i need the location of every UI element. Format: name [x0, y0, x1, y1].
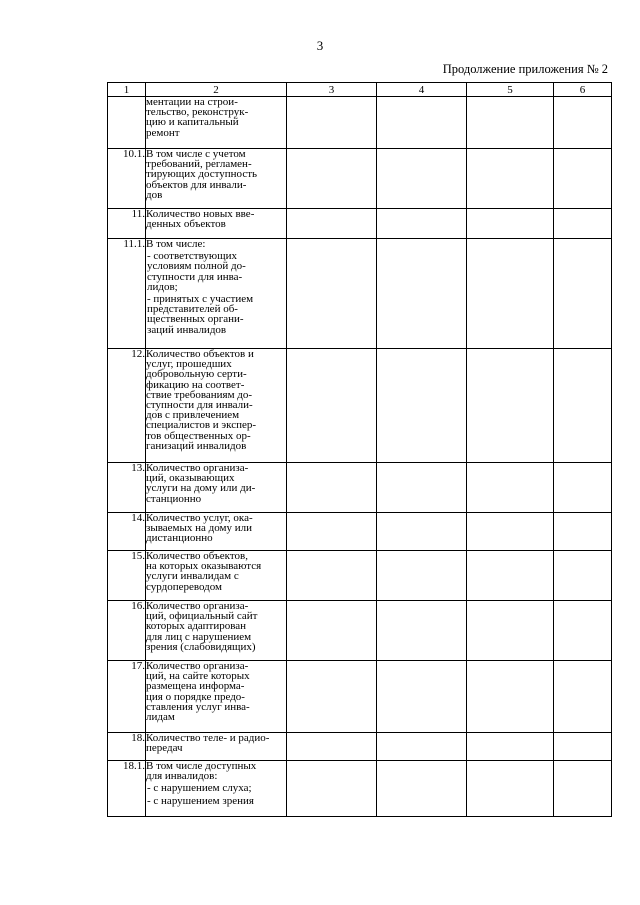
empty-cell-col-3 [287, 463, 377, 513]
empty-cell-col-3 [287, 209, 377, 239]
empty-cell-col-5 [467, 349, 554, 463]
empty-cell-col-3 [287, 551, 377, 601]
empty-cell-col-6 [554, 463, 612, 513]
row-number: 11. [108, 209, 146, 239]
indicator-text-line: зываемых на дому или [146, 522, 253, 535]
indicator-text-line: услуги на дому или ди- [146, 482, 256, 495]
row-indicator-name [146, 349, 287, 463]
indicator-text-line: специалистов и экспер- [146, 419, 257, 432]
page-number: 3 [316, 38, 324, 53]
indicator-text-line: ставления услуг инва- [146, 700, 250, 713]
empty-cell-col-3 [287, 601, 377, 661]
row-number: 11.1. [108, 239, 146, 349]
indicator-subitem-line: заций инвалидов [147, 323, 227, 336]
empty-cell-col-4 [377, 513, 467, 551]
indicator-subitem-line: ступности для инва- [147, 270, 243, 283]
indicator-text-line: добровольную серти- [146, 368, 247, 381]
indicator-text-line: которых адаптирован [146, 620, 247, 633]
empty-cell-col-4 [377, 551, 467, 601]
indicator-text-line: ремонт [146, 126, 180, 139]
indicator-subitem-line: - с нарушением слуха; [147, 782, 252, 795]
indicator-text-line: В том числе с учетом [146, 148, 246, 160]
continuation-label: Продолжение приложения № 2 [442, 62, 608, 76]
table-row [108, 463, 612, 513]
indicator-text-line: дов [146, 188, 163, 201]
column-header: 3 [287, 83, 377, 97]
row-number: 18. [108, 733, 146, 761]
empty-cell-col-3 [287, 733, 377, 761]
indicator-text-line: Количество организа- [146, 462, 249, 474]
indicator-text-line: Количество теле- и радио- [146, 732, 270, 744]
empty-cell-col-4 [377, 97, 467, 149]
indicator-text-line: услуг, прошедших [146, 358, 232, 371]
row-number: 14. [108, 513, 146, 551]
indicator-text-line: Количество услуг, ока- [146, 512, 253, 524]
empty-cell-col-6 [554, 209, 612, 239]
indicator-text-line: ций, на сайте которых [146, 670, 250, 683]
indicator-text-line: объектов для инвали- [146, 178, 247, 191]
table-row [108, 209, 612, 239]
row-indicator-name [146, 733, 287, 761]
indicator-text-line: требований, регламен- [146, 158, 252, 171]
row-indicator-name [146, 661, 287, 733]
empty-cell-col-5 [467, 661, 554, 733]
column-header: 1 [108, 83, 146, 97]
indicator-text-line: услуги инвалидам с [146, 570, 239, 583]
empty-cell-col-5 [467, 601, 554, 661]
row-number: 18.1. [108, 761, 146, 817]
empty-cell-col-6 [554, 661, 612, 733]
empty-cell-col-4 [377, 349, 467, 463]
indicator-text-line: цию и капитальный [146, 116, 239, 129]
empty-cell-col-3 [287, 239, 377, 349]
table-row [108, 513, 612, 551]
row-number: 12. [108, 349, 146, 463]
indicator-subitem-line: условиям полной до- [147, 260, 246, 273]
indicator-text-line: на которых оказываются [146, 560, 262, 573]
indicator-text-line: дов с привлечением [146, 409, 240, 422]
table-row [108, 761, 612, 817]
indicator-text-line: зрения (слабовидящих) [146, 640, 256, 653]
table-row [108, 551, 612, 601]
indicator-text-line: дистанционно [146, 532, 213, 545]
row-indicator-name [146, 513, 287, 551]
empty-cell-col-6 [554, 239, 612, 349]
table-row [108, 97, 612, 149]
row-number: 16. [108, 601, 146, 661]
row-indicator-name [146, 209, 287, 239]
empty-cell-col-4 [377, 601, 467, 661]
indicator-text-line: тирующих доступность [146, 168, 258, 181]
indicator-text-line: Количество организа- [146, 600, 249, 612]
indicator-text-line: ствие требованиям до- [146, 388, 253, 401]
column-header: 6 [554, 83, 612, 97]
empty-cell-col-4 [377, 761, 467, 817]
indicator-text-line: ций, оказывающих [146, 472, 235, 485]
table-row [108, 349, 612, 463]
row-indicator-name [146, 97, 287, 149]
empty-cell-col-3 [287, 149, 377, 209]
indicator-subitem-line: щественных органи- [147, 313, 244, 326]
empty-cell-col-3 [287, 761, 377, 817]
row-number: 10.1. [108, 149, 146, 209]
indicator-text-line: для лиц с нарушением [146, 630, 252, 643]
empty-cell-col-5 [467, 149, 554, 209]
indicator-text-line: тов общественных ор- [146, 429, 251, 442]
table-row [108, 733, 612, 761]
empty-cell-col-6 [554, 97, 612, 149]
row-indicator-name [146, 463, 287, 513]
empty-cell-col-4 [377, 463, 467, 513]
empty-cell-col-4 [377, 661, 467, 733]
row-indicator-name [146, 239, 287, 349]
indicator-text-line: Количество объектов и [146, 348, 254, 360]
table-header-row [108, 83, 612, 97]
empty-cell-col-4 [377, 239, 467, 349]
indicator-text-line: передач [146, 742, 183, 755]
empty-cell-col-3 [287, 349, 377, 463]
empty-cell-col-5 [467, 551, 554, 601]
indicator-text-line: лидам [146, 711, 175, 724]
empty-cell-col-3 [287, 97, 377, 149]
column-header: 4 [377, 83, 467, 97]
empty-cell-col-5 [467, 733, 554, 761]
table-row [108, 601, 612, 661]
indicator-text-line: ментации на строи- [146, 96, 238, 108]
indicator-text-line: В том числе доступных [146, 760, 257, 772]
row-indicator-name [146, 149, 287, 209]
empty-cell-col-5 [467, 513, 554, 551]
indicator-text-line: ступности для инвали- [146, 399, 253, 412]
indicator-text-line: сурдопереводом [146, 580, 222, 593]
empty-cell-col-6 [554, 551, 612, 601]
data-table [107, 82, 612, 817]
indicator-text-line: Количество объектов, [146, 550, 248, 562]
empty-cell-col-6 [554, 513, 612, 551]
indicator-subitem-line: - соответствующих [147, 250, 237, 263]
indicator-text-line: Количество организа- [146, 660, 249, 672]
table-row [108, 661, 612, 733]
indicator-text-line: В том числе: [146, 238, 206, 250]
empty-cell-col-4 [377, 209, 467, 239]
empty-cell-col-5 [467, 239, 554, 349]
table-row [108, 149, 612, 209]
table-row [108, 239, 612, 349]
row-number [108, 97, 146, 149]
indicator-text-line: размещена информа- [146, 680, 245, 693]
row-indicator-name [146, 601, 287, 661]
indicator-text-line: ганизаций инвалидов [146, 439, 247, 452]
indicator-text-line: денных объектов [146, 218, 226, 231]
indicator-text-line: тельство, реконструк- [146, 106, 249, 119]
empty-cell-col-6 [554, 733, 612, 761]
indicator-subitem-line: лидов; [147, 280, 178, 293]
indicator-subitem-line: - принятых с участием [147, 293, 254, 306]
empty-cell-col-6 [554, 761, 612, 817]
indicator-subitem-line: - с нарушением зрения [147, 794, 254, 807]
empty-cell-col-5 [467, 97, 554, 149]
row-number: 15. [108, 551, 146, 601]
column-header: 5 [467, 83, 554, 97]
indicator-text-line: станционно [146, 492, 202, 505]
empty-cell-col-4 [377, 149, 467, 209]
empty-cell-col-5 [467, 761, 554, 817]
empty-cell-col-3 [287, 661, 377, 733]
indicator-subitem-line: представителей об- [147, 303, 238, 316]
row-number: 13. [108, 463, 146, 513]
indicator-text-line: для инвалидов: [146, 770, 218, 783]
empty-cell-col-4 [377, 733, 467, 761]
empty-cell-col-6 [554, 349, 612, 463]
row-number: 17. [108, 661, 146, 733]
empty-cell-col-5 [467, 463, 554, 513]
empty-cell-col-3 [287, 513, 377, 551]
empty-cell-col-5 [467, 209, 554, 239]
row-indicator-name [146, 551, 287, 601]
empty-cell-col-6 [554, 601, 612, 661]
indicator-text-line: ция о порядке предо- [146, 690, 245, 703]
column-header: 2 [146, 83, 287, 97]
indicator-text-line: ций, официальный сайт [146, 610, 258, 623]
row-indicator-name [146, 761, 287, 817]
empty-cell-col-6 [554, 149, 612, 209]
table-body [108, 97, 612, 817]
indicator-text-line: Количество новых вве- [146, 208, 255, 220]
indicator-text-line: фикацию на соответ- [146, 378, 245, 391]
